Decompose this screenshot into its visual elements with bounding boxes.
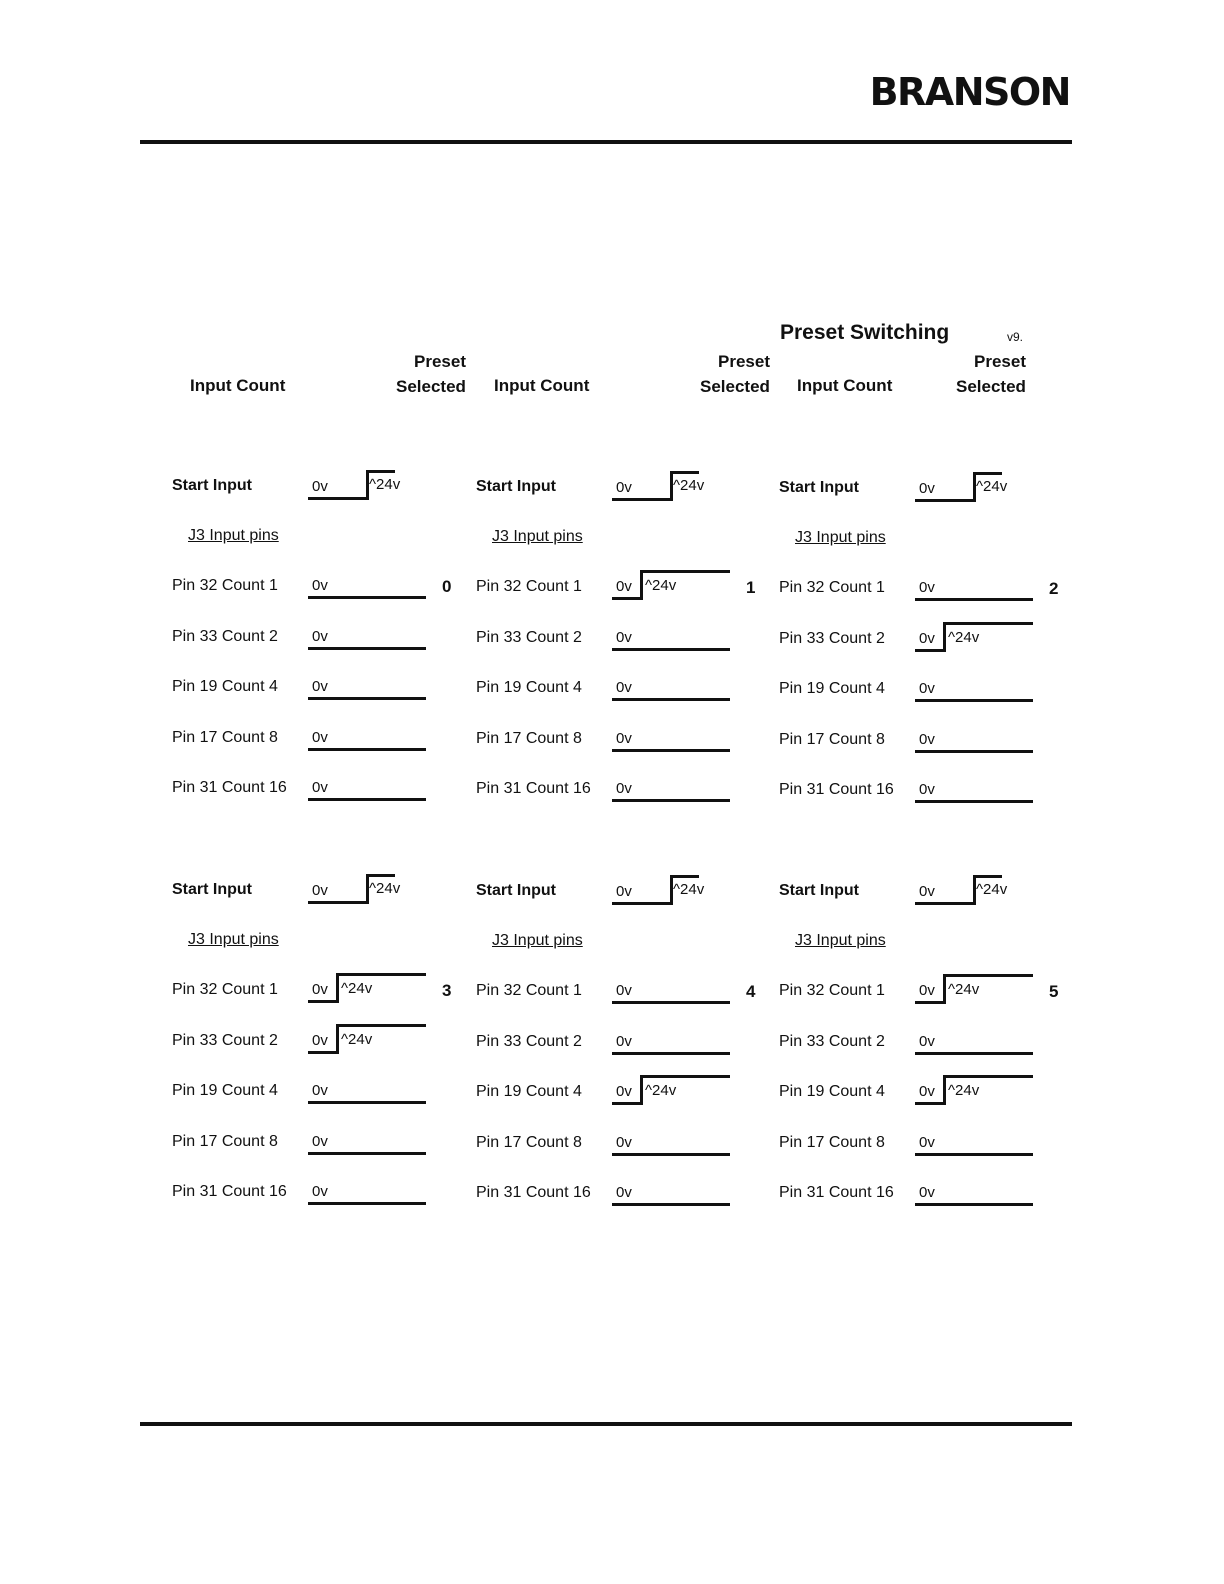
signal-low-line — [308, 1202, 426, 1205]
j3-input-pins-label: J3 Input pins — [795, 529, 886, 546]
signal-high-level — [943, 974, 1033, 1004]
pin-label: Pin 32 Count 1 — [476, 982, 582, 999]
signal-high-value: ^24v — [673, 881, 705, 898]
signal-low-line — [308, 748, 426, 751]
preset-group-5 — [779, 875, 1079, 1215]
signal-high-value: ^24v — [976, 478, 1008, 495]
header-input-count-1: Input Count — [190, 376, 286, 395]
signal-low-value: 0v — [616, 479, 632, 496]
signal-high-level — [640, 1075, 730, 1105]
j3-input-pins-label: J3 Input pins — [188, 527, 279, 544]
pin-signal — [612, 621, 730, 651]
signal-low-line — [612, 1001, 730, 1004]
signal-low-value: 0v — [919, 730, 935, 748]
signal-low-line — [308, 1152, 426, 1155]
pin-label: Pin 33 Count 2 — [172, 1031, 278, 1049]
signal-low-line — [612, 799, 730, 802]
signal-high-level — [336, 1024, 426, 1054]
signal-high-value: ^24v — [645, 577, 677, 594]
preset-selected-value: 4 — [746, 982, 756, 1001]
signal-low-line — [915, 1153, 1033, 1156]
pin-label: Pin 32 Count 1 — [779, 982, 885, 999]
pin-label: Pin 32 Count 1 — [779, 579, 885, 596]
start-input-signal — [915, 472, 1015, 502]
pin-label: Pin 31 Count 16 — [779, 781, 894, 798]
signal-high-level — [640, 570, 730, 600]
signal-low-value: 0v — [312, 1082, 328, 1099]
signal-low-line — [915, 598, 1033, 601]
signal-high-value: ^24v — [673, 477, 705, 494]
signal-low-value: 0v — [919, 680, 935, 697]
signal-low-value: 0v — [616, 1032, 632, 1050]
pin-signal — [612, 772, 730, 802]
pin-signal — [308, 1074, 426, 1104]
pin-signal — [915, 723, 1033, 753]
signal-low-value: 0v — [616, 578, 632, 595]
preset-group-4 — [476, 875, 776, 1215]
pin-signal — [308, 973, 426, 1003]
signal-high-value: ^24v — [948, 628, 980, 646]
bottom-rule — [140, 1422, 1072, 1426]
preset-selected-value: 3 — [442, 981, 452, 1000]
signal-low-value: 0v — [919, 579, 935, 596]
signal-high-value: ^24v — [645, 1082, 677, 1099]
signal-low-line — [612, 648, 730, 651]
pin-label: Pin 19 Count 4 — [779, 1083, 885, 1100]
signal-low-value: 0v — [312, 1132, 328, 1150]
signal-low-value: 0v — [312, 1183, 328, 1200]
top-rule — [140, 140, 1072, 144]
signal-low-value: 0v — [919, 480, 935, 497]
signal-low-value: 0v — [312, 882, 328, 899]
pin-label: Pin 33 Count 2 — [172, 627, 278, 645]
signal-low-value: 0v — [616, 729, 632, 747]
pin-signal — [612, 1075, 730, 1105]
pin-label: Pin 19 Count 4 — [172, 1082, 278, 1099]
start-input-signal — [308, 874, 408, 904]
signal-low-value: 0v — [616, 982, 632, 999]
start-input-label: Start Input — [476, 882, 556, 899]
pin-signal — [915, 622, 1033, 652]
signal-high-value: ^24v — [948, 981, 980, 998]
pin-signal — [612, 974, 730, 1004]
signal-low-value: 0v — [616, 1184, 632, 1201]
pin-label: Pin 31 Count 16 — [476, 780, 591, 797]
header-selected-2: Selected — [700, 377, 770, 396]
signal-high-level — [336, 973, 426, 1003]
j3-input-pins-label: J3 Input pins — [492, 528, 583, 545]
signal-low-value: 0v — [312, 577, 328, 594]
j3-input-pins-label: J3 Input pins — [492, 932, 583, 949]
signal-low-value: 0v — [616, 1083, 632, 1100]
signal-low-line — [915, 699, 1033, 702]
header-input-count-2: Input Count — [494, 376, 590, 395]
header-selected-1: Selected — [396, 377, 466, 396]
signal-low-value: 0v — [312, 779, 328, 796]
page-title: Preset Switching — [780, 321, 950, 344]
signal-low-line — [612, 498, 672, 501]
signal-high-value: ^24v — [369, 880, 401, 897]
pin-signal — [915, 1075, 1033, 1105]
pin-signal — [915, 773, 1033, 803]
pin-signal — [308, 1024, 426, 1054]
signal-low-value: 0v — [616, 883, 632, 900]
signal-low-line — [612, 1153, 730, 1156]
signal-low-line — [612, 902, 672, 905]
signal-low-value: 0v — [312, 627, 328, 645]
pin-label: Pin 19 Count 4 — [476, 679, 582, 696]
signal-low-value: 0v — [616, 628, 632, 646]
preset-selected-value: 0 — [442, 577, 452, 596]
pin-signal — [612, 1176, 730, 1206]
preset-selected-value: 1 — [746, 578, 756, 597]
signal-high-value: ^24v — [976, 881, 1008, 898]
pin-signal — [915, 1126, 1033, 1156]
signal-low-line — [308, 798, 426, 801]
start-input-label: Start Input — [779, 479, 859, 496]
signal-low-value: 0v — [616, 679, 632, 696]
pin-label: Pin 17 Count 8 — [172, 1132, 278, 1150]
pin-signal — [308, 620, 426, 650]
pin-label: Pin 19 Count 4 — [172, 678, 278, 695]
pin-signal — [308, 721, 426, 751]
signal-low-line — [915, 800, 1033, 803]
signal-low-line — [612, 1052, 730, 1055]
version-label: v9. — [1007, 330, 1024, 344]
start-input-signal — [915, 875, 1015, 905]
signal-high-value: ^24v — [341, 1030, 373, 1048]
header-selected-3: Selected — [956, 377, 1026, 396]
signal-low-value: 0v — [919, 629, 935, 647]
pin-signal — [915, 571, 1033, 601]
signal-low-value: 0v — [919, 982, 935, 999]
signal-low-line — [612, 698, 730, 701]
signal-low-value: 0v — [919, 1184, 935, 1201]
signal-low-value: 0v — [919, 781, 935, 798]
pin-label: Pin 32 Count 1 — [172, 981, 278, 998]
pin-signal — [612, 570, 730, 600]
start-input-signal — [612, 471, 712, 501]
preset-group-2 — [779, 472, 1079, 812]
start-input-signal — [308, 470, 408, 500]
pin-label: Pin 17 Count 8 — [779, 1133, 885, 1151]
pin-label: Pin 17 Count 8 — [172, 728, 278, 746]
pin-signal — [308, 1175, 426, 1205]
pin-label: Pin 17 Count 8 — [779, 730, 885, 748]
signal-low-value: 0v — [312, 981, 328, 998]
signal-high-value: ^24v — [369, 476, 401, 493]
pin-signal — [915, 1025, 1033, 1055]
pin-signal — [915, 974, 1033, 1004]
start-input-label: Start Input — [172, 477, 252, 494]
pin-label: Pin 33 Count 2 — [476, 628, 582, 646]
pin-label: Pin 33 Count 2 — [779, 629, 885, 647]
header-input-count-3: Input Count — [797, 376, 893, 395]
pin-signal — [308, 569, 426, 599]
signal-low-line — [308, 901, 368, 904]
signal-low-value: 0v — [312, 728, 328, 746]
pin-label: Pin 19 Count 4 — [476, 1083, 582, 1100]
signal-low-line — [915, 902, 975, 905]
start-input-label: Start Input — [476, 478, 556, 495]
pin-signal — [612, 1126, 730, 1156]
signal-low-line — [915, 1203, 1033, 1206]
pin-signal — [915, 672, 1033, 702]
pin-signal — [915, 1176, 1033, 1206]
signal-low-line — [308, 596, 426, 599]
pin-signal — [308, 771, 426, 801]
signal-low-line — [612, 1203, 730, 1206]
pin-label: Pin 32 Count 1 — [476, 578, 582, 595]
signal-low-line — [915, 750, 1033, 753]
signal-low-line — [915, 1052, 1033, 1055]
start-input-signal — [612, 875, 712, 905]
pin-signal — [612, 1025, 730, 1055]
signal-low-line — [915, 499, 975, 502]
pin-label: Pin 31 Count 16 — [476, 1184, 591, 1201]
pin-label: Pin 33 Count 2 — [476, 1032, 582, 1050]
j3-input-pins-label: J3 Input pins — [795, 932, 886, 949]
preset-selected-value: 2 — [1049, 579, 1059, 598]
signal-low-line — [308, 697, 426, 700]
pin-label: Pin 33 Count 2 — [779, 1032, 885, 1050]
pin-signal — [308, 670, 426, 700]
signal-low-line — [308, 1101, 426, 1104]
preset-group-3 — [172, 874, 472, 1214]
pin-signal — [308, 1125, 426, 1155]
branson-logo: BRANSON — [869, 70, 1070, 114]
preset-group-0 — [172, 470, 472, 810]
pin-label: Pin 32 Count 1 — [172, 577, 278, 594]
signal-low-value: 0v — [616, 780, 632, 797]
pin-signal — [612, 722, 730, 752]
preset-selected-value: 5 — [1049, 982, 1059, 1001]
pin-label: Pin 31 Count 16 — [172, 1183, 287, 1200]
pin-label: Pin 31 Count 16 — [172, 779, 287, 796]
signal-low-line — [612, 749, 730, 752]
signal-low-value: 0v — [616, 1133, 632, 1151]
j3-input-pins-label: J3 Input pins — [188, 931, 279, 948]
signal-high-level — [943, 1075, 1033, 1105]
signal-low-value: 0v — [919, 1133, 935, 1151]
signal-low-value: 0v — [312, 678, 328, 695]
signal-low-line — [308, 647, 426, 650]
preset-group-1 — [476, 471, 776, 811]
pin-label: Pin 19 Count 4 — [779, 680, 885, 697]
signal-low-value: 0v — [312, 1031, 328, 1049]
signal-low-value: 0v — [312, 478, 328, 495]
pin-label: Pin 17 Count 8 — [476, 729, 582, 747]
header-preset-1: Preset — [414, 352, 466, 371]
start-input-label: Start Input — [172, 881, 252, 898]
signal-high-level — [943, 622, 1033, 652]
signal-low-value: 0v — [919, 1083, 935, 1100]
signal-low-line — [308, 497, 368, 500]
header-preset-3: Preset — [974, 352, 1026, 371]
header-preset-2: Preset — [718, 352, 770, 371]
signal-high-value: ^24v — [341, 980, 373, 997]
pin-label: Pin 31 Count 16 — [779, 1184, 894, 1201]
signal-low-value: 0v — [919, 1032, 935, 1050]
pin-signal — [612, 671, 730, 701]
start-input-label: Start Input — [779, 882, 859, 899]
signal-high-value: ^24v — [948, 1082, 980, 1099]
signal-low-value: 0v — [919, 883, 935, 900]
pin-label: Pin 17 Count 8 — [476, 1133, 582, 1151]
